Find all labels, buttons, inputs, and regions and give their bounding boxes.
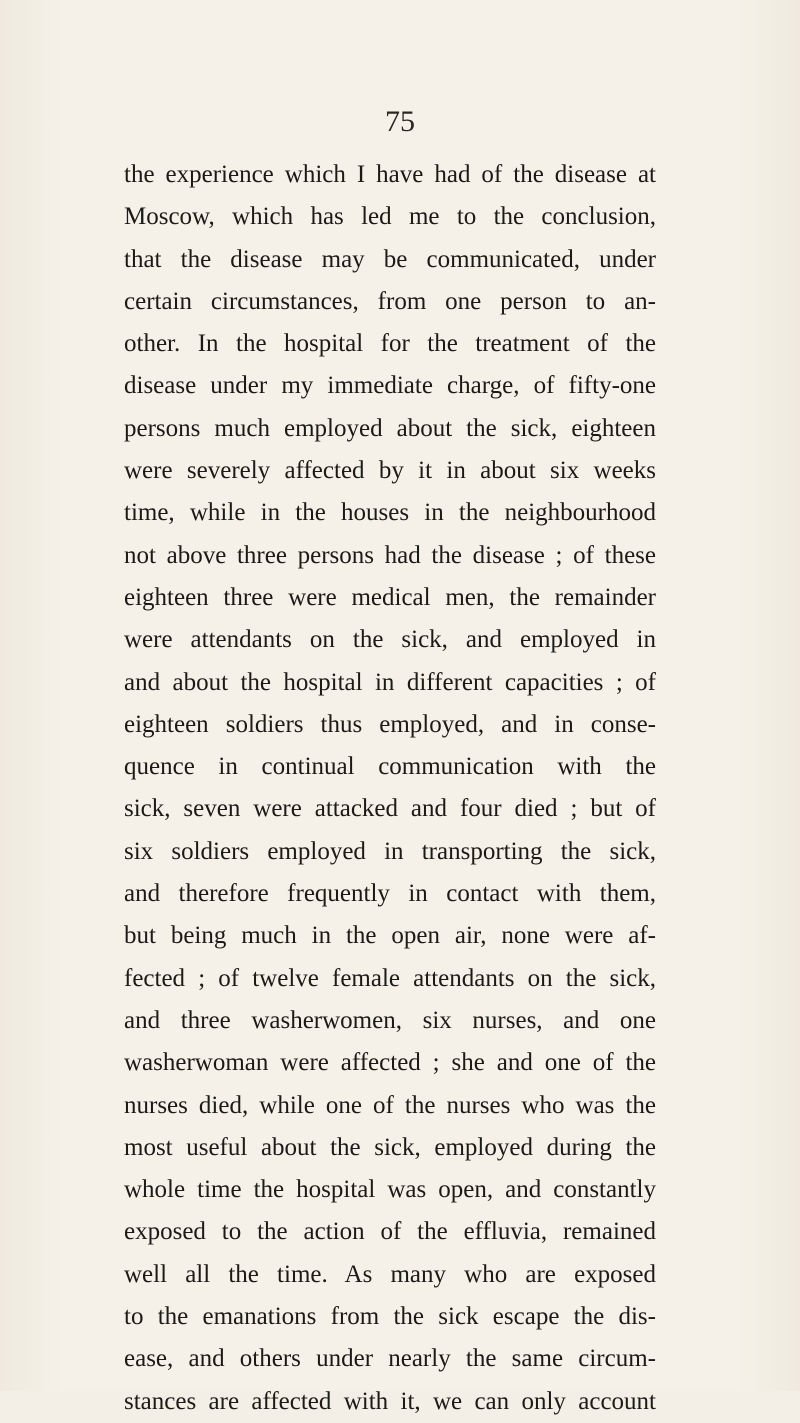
page-number: 75 — [385, 105, 415, 138]
text-line: were attendants on the sick, and employed in — [124, 626, 656, 654]
text-line: stances are affected with it, we can only account — [124, 1387, 656, 1415]
text-line: well all the time. As many who are exposed — [124, 1260, 656, 1288]
text-line: that the disease may be communicated, under — [124, 245, 656, 273]
text-line: and about the hospital in different capacities ; of — [124, 668, 656, 696]
text-line: but being much in the open air, none were af- — [124, 922, 656, 950]
text-line: disease under my immediate charge, of fifty-one — [124, 372, 656, 400]
text-line: time, while in the houses in the neighbourhood — [124, 499, 656, 527]
text-line: the experience which I have had of the disease at — [124, 161, 656, 188]
text-line: eighteen three were medical men, the remainder — [124, 583, 656, 611]
text-line: most useful about the sick, employed during the — [124, 1133, 656, 1161]
text-line: eighteen soldiers thus employed, and in conse- — [124, 710, 656, 738]
text-line: certain circumstances, from one person to an- — [124, 287, 656, 315]
text-line: fected ; of twelve female attendants on the sick, — [124, 964, 656, 992]
text-line: not above three persons had the disease ; of these — [124, 541, 656, 569]
text-line: and three washerwomen, six nurses, and one — [124, 1006, 656, 1034]
text-line: to the emanations from the sick escape the dis- — [124, 1303, 656, 1331]
text-line: other. In the hospital for the treatment of the — [124, 330, 656, 358]
text-line: whole time the hospital was open, and constantly — [124, 1176, 656, 1204]
text-line: six soldiers employed in transporting the sick, — [124, 837, 656, 865]
text-line: persons much employed about the sick, eighteen — [124, 414, 656, 442]
text-line: Moscow, which has led me to the conclusion, — [124, 203, 656, 231]
text-line: ease, and others under nearly the same circum- — [124, 1345, 656, 1373]
text-line: and therefore frequently in contact with them, — [124, 880, 656, 908]
text-line: nurses died, while one of the nurses who was the — [124, 1091, 656, 1119]
text-line: washerwoman were affected ; she and one of the — [124, 1049, 656, 1077]
text-line: were severely affected by it in about six weeks — [124, 457, 656, 485]
text-line: quence in continual communication with the — [124, 753, 656, 781]
body-text — [124, 154, 656, 1423]
text-line: exposed to the action of the effluvia, remained — [124, 1218, 656, 1246]
text-line: sick, seven were attacked and four died ; but of — [124, 795, 656, 823]
